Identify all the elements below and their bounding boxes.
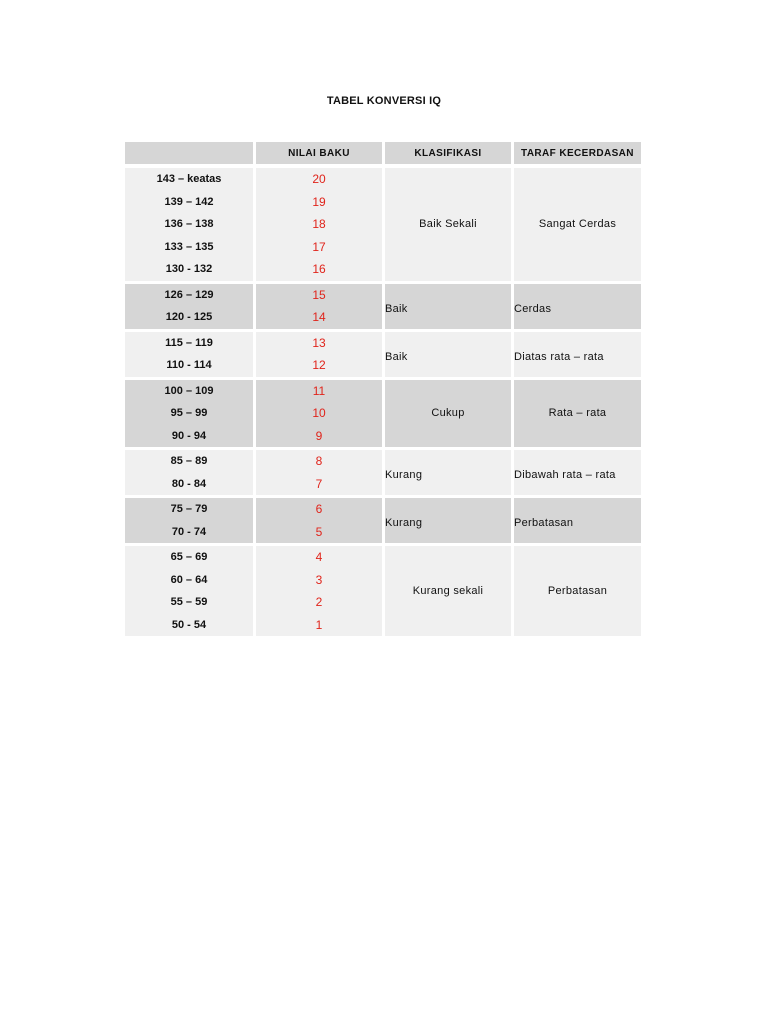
iq-range-value: 95 – 99 <box>170 407 208 420</box>
iq-range-value: 100 – 109 <box>164 384 214 397</box>
taraf-kecerdasan-cell: Diatas rata – rata <box>514 332 641 377</box>
range-column <box>125 546 253 636</box>
page-title: TABEL KONVERSI IQ <box>326 95 442 107</box>
nilai-baku-column <box>256 498 382 543</box>
klasifikasi-cell: Kurang <box>385 498 511 543</box>
nilai-baku-value: 2 <box>315 595 323 610</box>
iq-range-value: 126 – 129 <box>164 288 214 301</box>
klasifikasi-cell: Kurang sekali <box>385 546 511 636</box>
nilai-baku-value: 5 <box>315 524 323 539</box>
nilai-baku-value: 13 <box>312 335 326 350</box>
table-group <box>125 498 641 543</box>
taraf-kecerdasan-cell: Perbatasan <box>514 498 641 543</box>
iq-range-value: 75 – 79 <box>170 503 208 516</box>
nilai-baku-value: 20 <box>312 172 326 187</box>
iq-range-value: 110 - 114 <box>166 359 212 372</box>
range-column <box>125 498 253 543</box>
nilai-baku-value: 6 <box>315 502 323 517</box>
iq-conversion-table <box>125 142 641 636</box>
nilai-baku-value: 8 <box>315 454 323 469</box>
taraf-kecerdasan-cell: Cerdas <box>514 284 641 329</box>
iq-range-value: 80 - 84 <box>171 477 207 490</box>
nilai-baku-value: 15 <box>312 287 326 302</box>
header-taraf-kecerdasan: TARAF KECERDASAN <box>514 142 641 164</box>
klasifikasi-cell: Cukup <box>385 380 511 448</box>
nilai-baku-column <box>256 332 382 377</box>
nilai-baku-value: 3 <box>315 572 323 587</box>
nilai-baku-value: 18 <box>312 217 326 232</box>
nilai-baku-value: 4 <box>315 550 323 565</box>
iq-range-value: 133 – 135 <box>164 240 214 253</box>
table-body <box>125 168 641 636</box>
nilai-baku-column <box>256 380 382 448</box>
taraf-kecerdasan-cell: Perbatasan <box>514 546 641 636</box>
range-column <box>125 332 253 377</box>
table-group <box>125 546 641 636</box>
nilai-baku-value: 11 <box>312 383 326 398</box>
table-group <box>125 380 641 448</box>
table-group <box>125 168 641 281</box>
range-column <box>125 450 253 495</box>
nilai-baku-value: 10 <box>312 406 326 421</box>
iq-range-value: 50 - 54 <box>171 618 207 631</box>
klasifikasi-cell: Baik Sekali <box>385 168 511 281</box>
range-column <box>125 168 253 281</box>
iq-range-value: 60 – 64 <box>170 573 208 586</box>
nilai-baku-value: 19 <box>312 194 326 209</box>
nilai-baku-value: 14 <box>312 310 326 325</box>
klasifikasi-cell: Kurang <box>385 450 511 495</box>
nilai-baku-column <box>256 284 382 329</box>
header-range <box>125 142 253 164</box>
iq-range-value: 70 - 74 <box>171 525 207 538</box>
taraf-kecerdasan-cell: Sangat Cerdas <box>514 168 641 281</box>
table-group <box>125 332 641 377</box>
nilai-baku-value: 16 <box>312 262 326 277</box>
taraf-kecerdasan-cell: Rata – rata <box>514 380 641 448</box>
table-group <box>125 450 641 495</box>
klasifikasi-cell: Baik <box>385 332 511 377</box>
iq-range-value: 136 – 138 <box>164 218 214 231</box>
iq-range-value: 115 – 119 <box>165 336 213 349</box>
header-nilai-baku: NILAI BAKU <box>256 142 382 164</box>
iq-range-value: 143 – keatas <box>156 173 222 186</box>
range-column <box>125 380 253 448</box>
range-column <box>125 284 253 329</box>
nilai-baku-value: 12 <box>312 358 326 373</box>
iq-range-value: 90 - 94 <box>171 429 207 442</box>
nilai-baku-column <box>256 450 382 495</box>
nilai-baku-value: 1 <box>315 617 323 632</box>
nilai-baku-value: 9 <box>315 428 323 443</box>
header-klasifikasi: KLASIFIKASI <box>385 142 511 164</box>
table-group <box>125 284 641 329</box>
nilai-baku-value: 7 <box>315 476 323 491</box>
iq-range-value: 65 – 69 <box>170 551 208 564</box>
nilai-baku-column <box>256 546 382 636</box>
nilai-baku-column <box>256 168 382 281</box>
nilai-baku-value: 17 <box>312 239 326 254</box>
iq-range-value: 85 – 89 <box>170 455 208 468</box>
klasifikasi-cell: Baik <box>385 284 511 329</box>
taraf-kecerdasan-cell: Dibawah rata – rata <box>514 450 641 495</box>
iq-range-value: 120 - 125 <box>165 311 213 324</box>
iq-range-value: 139 – 142 <box>164 195 214 208</box>
table-header-row <box>125 142 641 165</box>
iq-range-value: 55 – 59 <box>170 596 208 609</box>
iq-range-value: 130 - 132 <box>165 263 213 276</box>
